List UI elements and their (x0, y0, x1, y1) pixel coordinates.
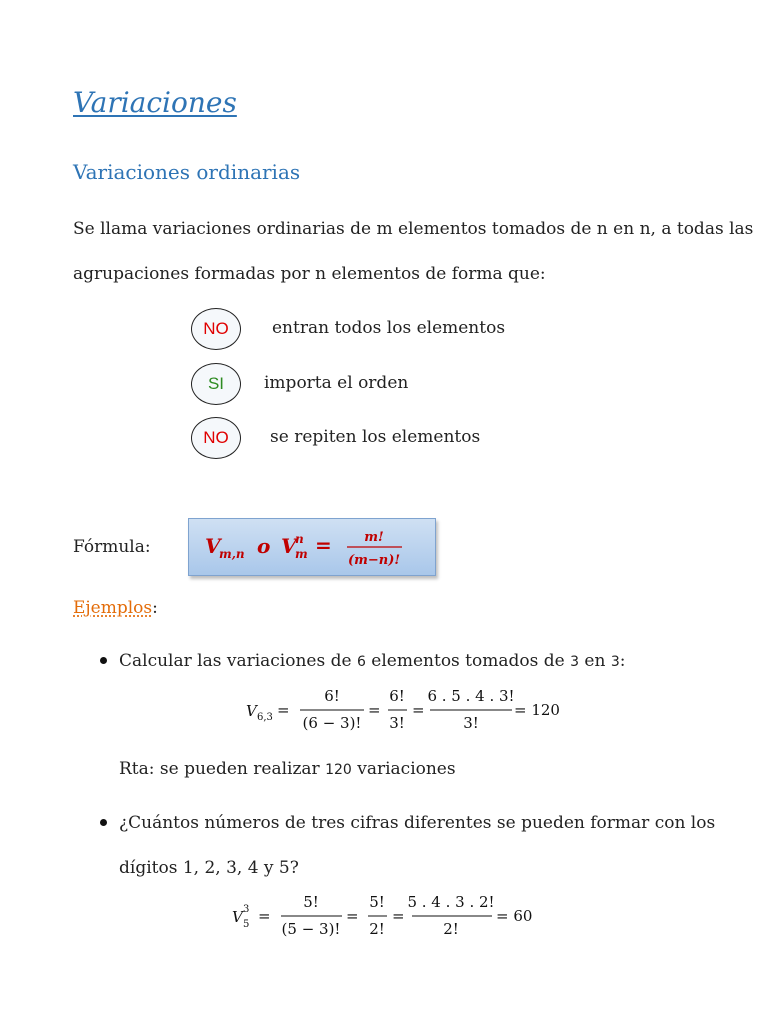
ex2-eq-equals-3: = (392, 907, 405, 925)
condition-badge-no-1: NO (191, 308, 241, 350)
ex2-eq-lhs: V (232, 908, 243, 926)
examples-heading-colon: : (152, 598, 158, 618)
formula-o: o (257, 534, 271, 558)
ex2-f2-num: 5! (369, 893, 385, 911)
formula-numerator: m! (364, 530, 384, 545)
bullet-2 (100, 819, 107, 826)
condition-badge-si: SI (191, 363, 241, 405)
ex1-f3-num: 6 . 5 . 4 . 3! (427, 687, 515, 705)
intro-line-1: Se llama variaciones ordinarias de m elementos tomados de n en n, a todas las (73, 219, 754, 239)
ex2-f1-num: 5! (303, 893, 319, 911)
ex1-text-mid2: en (579, 651, 611, 671)
example-1-text (119, 651, 626, 671)
condition-text-2: importa el orden (264, 373, 409, 393)
formula-v2-sup: n (295, 532, 304, 546)
section-subtitle: Variaciones ordinarias (73, 160, 301, 184)
condition-badge-no-2: NO (191, 417, 241, 459)
ex1-f2-num: 6! (389, 687, 405, 705)
ex2-eq-equals-1: = (258, 907, 271, 925)
examples-heading (73, 598, 158, 618)
formula-v1: V (205, 534, 221, 558)
examples-heading-text: Ejemplos (73, 598, 153, 618)
bullet-1 (100, 657, 107, 664)
ex1-eq-equals-1: = (277, 701, 290, 719)
ex2-f2-den: 2! (369, 920, 385, 938)
ex1-text-pre: Calcular las variaciones de (119, 651, 357, 671)
ex1-eq-equals-3: = (412, 701, 425, 719)
page-title: Variaciones (73, 86, 237, 119)
ex1-eq-lhs-sub: 6,3 (257, 712, 273, 723)
ex1-text-end: : (619, 651, 626, 671)
example-2-equation (226, 890, 556, 942)
ex1-f2-den: 3! (389, 714, 405, 732)
ex1-answer-post: variaciones (351, 759, 456, 779)
formula-v1-sub: m,n (219, 547, 245, 561)
example-1-answer (119, 759, 456, 779)
ex2-eq-result: = 60 (496, 907, 533, 925)
ex2-f3-den: 2! (443, 920, 459, 938)
ex1-eq-lhs: V (246, 702, 257, 720)
ex1-n1: 6 (356, 654, 366, 670)
ex1-n2: 3 (570, 654, 580, 670)
ex1-f3-den: 3! (463, 714, 479, 732)
ex1-text-mid1: elementos tomados de (365, 651, 571, 671)
formula-label: Fórmula: (73, 537, 151, 557)
ex2-f3-num: 5 . 4 . 3 . 2! (407, 893, 495, 911)
ex2-eq-lhs-sup: 3 (243, 904, 250, 915)
ex1-answer-num: 120 (325, 762, 352, 778)
ex1-eq-result: = 120 (514, 701, 560, 719)
example-1-equation (240, 684, 580, 736)
example-2-line-1: ¿Cuántos números de tres cifras diferentes se pueden formar con los (119, 813, 716, 833)
ex2-f1-den: (5 − 3)! (281, 920, 341, 938)
condition-text-3: se repiten los elementos (270, 427, 481, 447)
ex2-eq-equals-2: = (346, 907, 359, 925)
ex2-eq-lhs-sub: 5 (243, 919, 250, 930)
ex1-answer-pre: Rta: se pueden realizar (119, 759, 326, 779)
formula-equals: = (315, 533, 332, 557)
formula-svg (189, 519, 435, 575)
formula-v2: V (281, 534, 297, 558)
example-2-line-2: dígitos 1, 2, 3, 4 y 5? (119, 858, 299, 878)
ex1-f1-den: (6 − 3)! (302, 714, 362, 732)
formula-box (188, 518, 436, 576)
formula-v2-sub: m (295, 547, 308, 561)
ex1-f1-num: 6! (324, 687, 340, 705)
ex1-n3: 3 (610, 654, 620, 670)
condition-text-1: entran todos los elementos (272, 318, 506, 338)
intro-line-2: agrupaciones formadas por n elementos de forma que: (73, 264, 546, 284)
ex1-eq-equals-2: = (368, 701, 381, 719)
formula-denominator: (m−n)! (347, 553, 401, 568)
